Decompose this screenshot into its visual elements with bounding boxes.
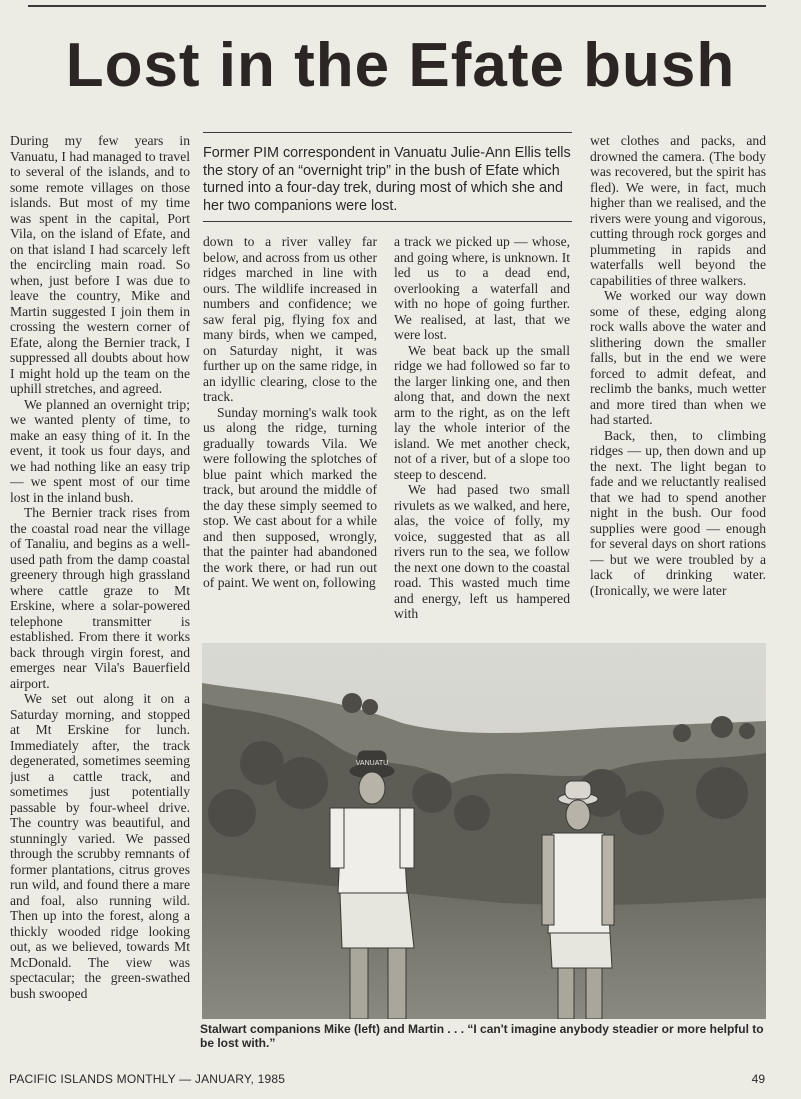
body-column-4 <box>590 133 766 638</box>
body-column-2 <box>203 234 377 638</box>
paragraph: During my few years in Vanuatu, I had managed to travel to several of the islands, and to some remote villages on those islands. But most of my time was spent in the capital, Port Vila, on the island of Efate, and on that island I had scarcely left the encircling main road. So when, just before I was due to leave the country, Mike and Martin suggested I join them in crossing the western corner of Efate, along the Bernier track, I suppressed all doubts about how I might hold up the team on the uphill stretches, and agreed. <box>10 133 190 396</box>
intro-text: Former PIM correspondent in Vanuatu Julie-Ann Ellis tells the story of an “overnight trip” in the bush of Efate which turned into a four-day trek, during most of which she and her two companions were lost. <box>203 145 571 214</box>
paragraph: We planned an overnight trip; we wanted plenty of time, to make an easy thing of it. In the event, it took us four days, and we had nothing like an easy trip — we spent most of our time lost in the inland bush. <box>10 396 190 505</box>
paragraph: The Bernier track rises from the coastal road near the village of Tanaliu, and begins as a well-used path from the damp coastal greenery through high grassland where cattle graze to Mt Erskine, where a solar-powered telephone transmitter is established. From there it works back through virgin forest, and emerges near Vila's Bauerfield airport. <box>10 505 190 691</box>
body-column-3 <box>394 234 570 638</box>
paragraph: Sunday morning's walk took us along the ridge, turning gradually towards Vila. We were following the splotches of blue paint which marked the track, but around the middle of the day these simply seemed to stop. We cast about for a while and then supposed, wrongly, that the painter had abandoned the work there, or had run out of paint. We went on, following <box>203 404 377 590</box>
paragraph: down to a river valley far below, and across from us other ridges marched in line with ours. The wildlife increased in numbers and confidence; we saw feral pig, flying fox and many birds, when we camped, on Saturday night, it was further up on the same ridge, in an idyllic clearing, close to the track. <box>203 234 377 404</box>
top-rule <box>28 5 766 7</box>
publication-footer: PACIFIC ISLANDS MONTHLY — JANUARY, 1985 <box>9 1072 286 1086</box>
paragraph: wet clothes and packs, and drowned the camera. (The body was recovered, but the spirit has fled). We were, in fact, much higher than we realised, and the rivers were young and vigorous, cutting through rock gorges and plummeting in rapids and waterfalls well beyond the capabilities of three walkers. <box>590 133 766 288</box>
photo-illustration <box>202 643 766 1019</box>
intro-standfirst <box>203 132 572 222</box>
paragraph: We worked our way down some of these, edging along rock walls above the water and slithering down the smaller falls, but in the end we were forced to admit defeat, and reclimb the banks, much wetter and more tired than when we had started. <box>590 288 766 427</box>
page-number: 49 <box>751 1072 765 1086</box>
hikers-photo <box>202 643 766 1019</box>
paragraph: We had pased two small rivulets as we walked, and here, alas, the voice of folly, my voice, suggested that as all rivers run to the sea, we follow the next one down to the coastal road. This wasted much time and energy, left us hampered with <box>394 482 570 621</box>
paragraph: We beat back up the small ridge we had followed so far to the larger linking one, and then along that, and down the next arm to the right, as on the left lay the whole interior of the island. We met another check, not of a river, but of a slope too steep to descend. <box>394 342 570 482</box>
article-title: Lost in the Efate bush <box>65 31 736 100</box>
body-column-1 <box>10 133 190 1047</box>
photo-caption: Stalwart companions Mike (left) and Martin . . . “I can't imagine anybody steadier or more helpful to be lost with.” <box>200 1022 764 1050</box>
paragraph: a track we picked up — whose, and going where, is unknown. It led us to a dead end, overlooking a waterfall and with no hope of going further. We realised, at last, that we were lost. <box>394 234 570 342</box>
paragraph: We set out along it on a Saturday morning, and stopped at Mt Erskine for lunch. Immediately after, the track degenerated, sometimes seeming just a cattle track, and sometimes just potentially passable by four-wheel drive. The country was beautiful, and stunningly varied. We passed through the scrubby remnants of former plantations, citrus groves run wild, and found there a mare and foal, also running wild. Then up into the forest, along a thickly wooded ridge looking out, as we believed, towards Mt McDonald. The view was spectacular; the green-swathed bush swooped <box>10 691 190 1001</box>
hat-label: VANUATU <box>355 760 389 767</box>
paragraph: Back, then, to climbing ridges — up, then down and up the next. The light began to fade and we reluctantly realised that we had to spend another night in the bush. Our food supplies were good — enough for several days on short rations — but we were troubled by a lack of drinking water. (Ironically, we were later <box>590 427 766 598</box>
